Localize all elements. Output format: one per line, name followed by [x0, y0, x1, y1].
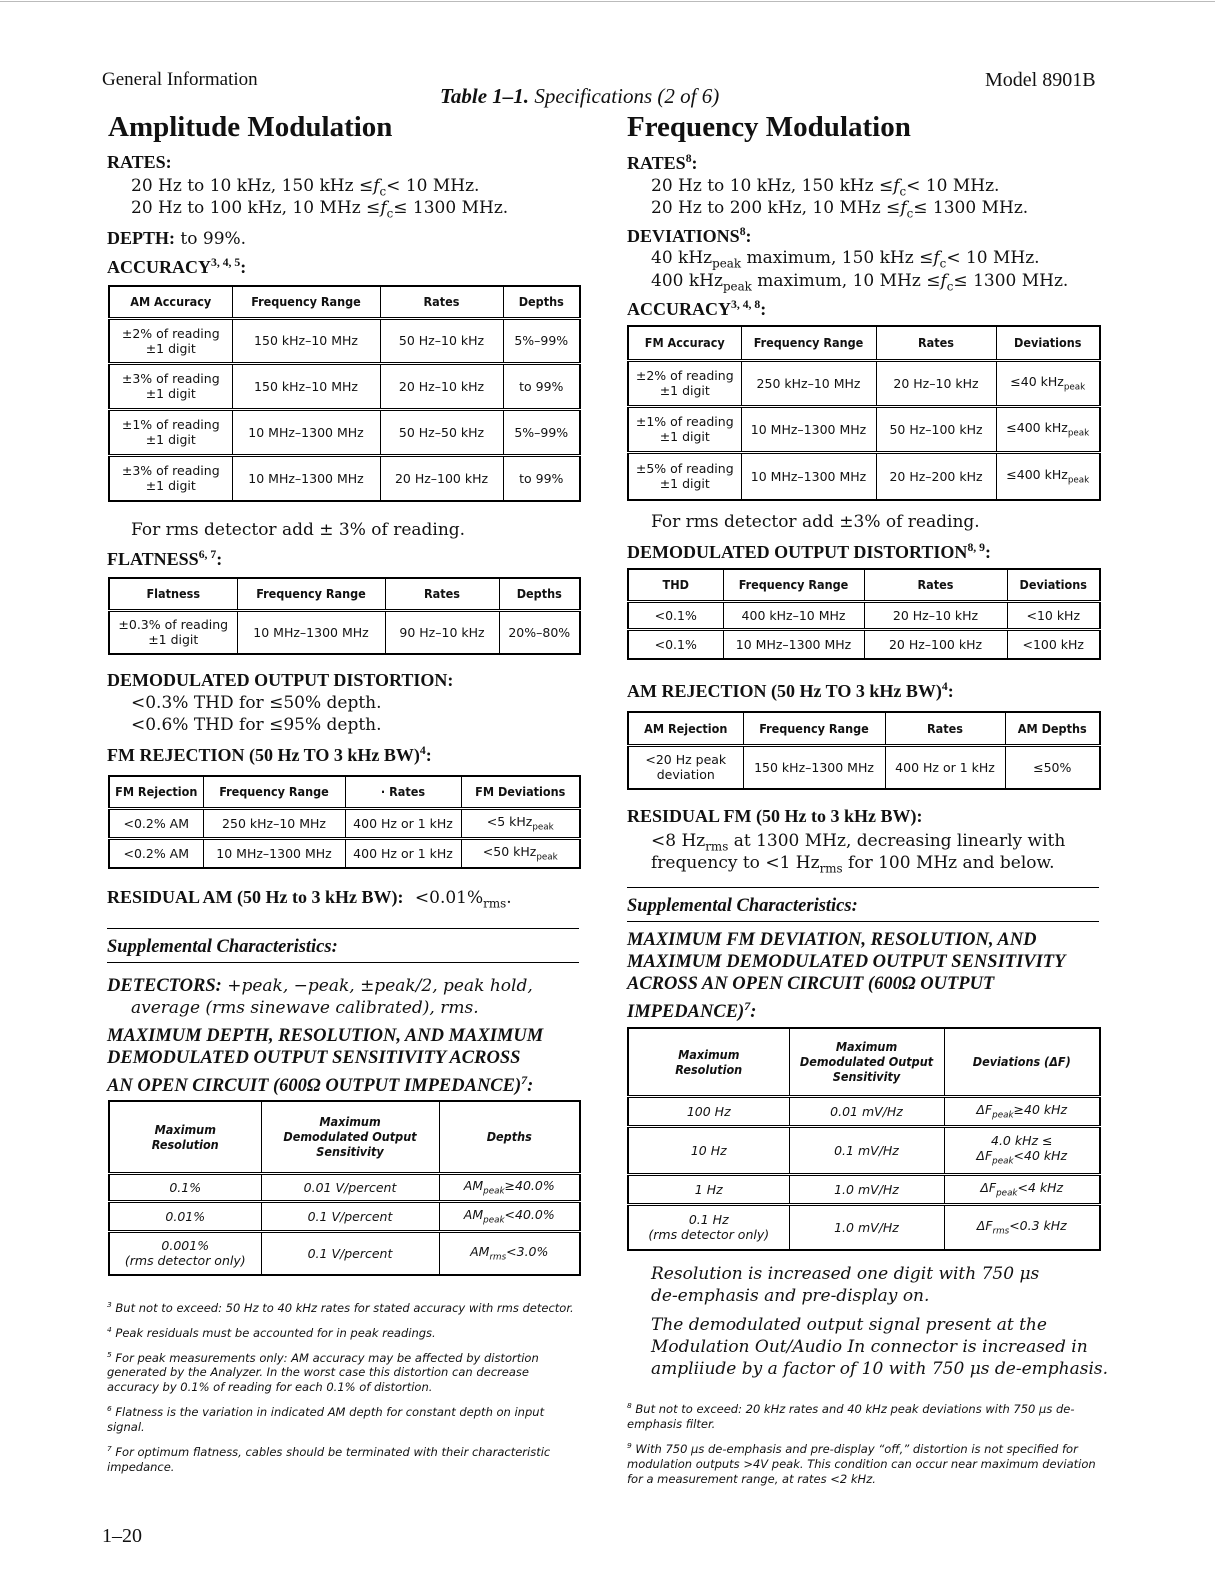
max-depth-line1: MAXIMUM DEPTH, RESOLUTION, AND MAXIMUM: [107, 1026, 544, 1046]
am-title: Amplitude Modulation: [108, 111, 393, 143]
am-acc-h4: Depths: [503, 286, 580, 318]
fm-rejection-ref: 4: [419, 744, 426, 757]
dist-h2: Frequency Range: [723, 569, 864, 601]
supp-label-right: Supplemental Characteristics:: [627, 896, 858, 916]
residual-fm-sub: rms: [705, 839, 729, 854]
max-depth-line3: AN OPEN CIRCUIT (600Ω OUTPUT IMPEDANCE)$^7$:: [107, 1073, 534, 1097]
cell-value: ≤400 kHz: [1006, 419, 1068, 435]
amres-h2c: Sensitivity: [316, 1144, 384, 1160]
cell: 100 Hz: [628, 1096, 789, 1126]
cell: <10 kHz: [1007, 601, 1100, 629]
cell: 250 kHz–10 MHz: [741, 360, 876, 406]
table-row: [109, 1173, 580, 1201]
amrej-h2: Frequency Range: [743, 712, 885, 745]
fm-dev-label: DEVIATIONS: [627, 226, 740, 246]
am-distortion-line2: <0.6% THD for ≤95% depth.: [131, 715, 382, 735]
table-row: [109, 409, 580, 455]
cell-value: <50 kHz: [482, 844, 537, 859]
cell-sub: peak: [992, 1110, 1014, 1121]
cell: 400 kHz–10 MHz: [723, 601, 864, 629]
cell: ±1 digit: [145, 340, 196, 356]
detectors-line1: [107, 975, 533, 997]
cell-df: ΔF: [980, 1179, 997, 1195]
footnote-text: Flatness is the variation in indicated AM depth for constant depth on input signal.: [107, 1405, 545, 1435]
cell: 0.1 V/percent: [261, 1231, 439, 1275]
fm-accuracy-label: ACCURACY: [627, 299, 731, 319]
fmres-h3: Deviations (ΔF): [944, 1028, 1100, 1096]
table-row: [628, 360, 1100, 406]
footnote-num: 8: [627, 1401, 632, 1410]
am-distortion-label: DEMODULATED OUTPUT DISTORTION:: [107, 670, 454, 690]
footnote-num: 3: [107, 1300, 112, 1309]
cell-sub: peak: [483, 1186, 505, 1197]
amres-h1: [109, 1101, 261, 1173]
fmres-h2b: Demodulated Output: [799, 1054, 934, 1070]
cell: 0.01%: [109, 1201, 261, 1231]
fm-accuracy-heading: ACCURACY$^{3, 4, 8}$:: [627, 298, 767, 319]
flatness-heading: FLATNESS$^{6, 7}$:: [107, 548, 223, 569]
max-fm-line4: IMPEDANCE)$^7$:: [627, 999, 757, 1023]
fm-accuracy-refs: 3, 4, 8: [731, 298, 761, 311]
table-row: [628, 452, 1100, 500]
cell: [996, 360, 1100, 406]
fmres-h2: [789, 1028, 944, 1096]
cell: 150 kHz–10 MHz: [232, 363, 380, 409]
cell: 400 Hz or 1 kHz: [345, 808, 461, 838]
cell: <100 kHz: [1007, 629, 1100, 659]
table-row: [109, 1231, 580, 1275]
fm-distortion-heading: DEMODULATED OUTPUT DISTORTION$^{8, 9}$:: [627, 541, 991, 562]
cell: 20 Hz–10 kHz: [876, 360, 996, 406]
footnotes-right: [627, 1398, 1105, 1487]
fm-dev-ref: 8: [739, 225, 746, 238]
cell-line1: 0.001%: [161, 1238, 210, 1254]
max-fm-line3: ACROSS AN OPEN CIRCUIT (600Ω OUTPUT: [627, 974, 995, 994]
table-label: Table 1–1.: [440, 84, 530, 108]
fm-distortion-table: [627, 568, 1101, 660]
fm-rates-line2: 20 Hz to 200 kHz, 10 MHz $\le f_c\le 1300$ MHz.: [651, 198, 1029, 221]
max-fm-line2: MAXIMUM DEMODULATED OUTPUT SENSITIVITY: [627, 952, 1066, 972]
fm-rates-line1: 20 Hz to 10 kHz, 150 kHz $\le f_c< 10$ MHz.: [651, 176, 1000, 199]
table-row: [109, 610, 580, 654]
header-left: General Information: [102, 69, 258, 90]
fm-rms-note: For rms detector add ±3% of reading.: [651, 512, 980, 532]
table-caption: Specifications (2 of 6): [534, 84, 720, 108]
cell: 20 Hz–200 kHz: [876, 452, 996, 500]
cell-sub: peak: [1067, 428, 1090, 439]
cell: 1.0 mV/Hz: [789, 1174, 944, 1204]
cell: 10 MHz–1300 MHz: [203, 838, 345, 868]
cell-value: <40.0%: [504, 1206, 555, 1222]
cell-line2: (rms detector only): [124, 1253, 246, 1269]
table-row: [628, 1204, 1100, 1250]
am-rejection-heading: AM REJECTION (50 Hz TO 3 kHz BW)$^4$:: [627, 680, 954, 701]
fm-distortion-label: DEMODULATED OUTPUT DISTORTION: [627, 542, 968, 562]
cell-sub: peak: [992, 1156, 1014, 1167]
cell-sub: rms: [992, 1226, 1010, 1237]
cell-df: ΔF: [976, 1148, 993, 1164]
fm-note2-line3: ampliiude by a factor of 10 with 750 μs de-emphasis.: [651, 1359, 1109, 1379]
residual-am-label: RESIDUAL AM (50 Hz to 3 kHz BW):: [107, 887, 404, 907]
cell: [944, 1174, 1100, 1204]
cell: 10 MHz–1300 MHz: [237, 610, 385, 654]
am-rejection-label: AM REJECTION (50 Hz TO 3 kHz BW): [627, 681, 942, 701]
cell-am: AM: [470, 1244, 490, 1259]
footnote: [627, 1438, 1105, 1487]
fmrej-h1: FM Rejection: [109, 776, 203, 808]
cell: 0.1 mV/Hz: [789, 1126, 944, 1174]
cell: ±1 digit: [145, 386, 196, 401]
amrej-h1: AM Rejection: [628, 712, 743, 745]
am-acc-h2: Frequency Range: [232, 286, 380, 318]
fmres-h1: [628, 1028, 789, 1096]
detectors-line2: average (rms sinewave calibrated), rms.: [131, 998, 479, 1018]
footnote-text: For peak measurements only: AM accuracy may be affected by distortion generated by the Analyzer. In the worst case this distortion can decrease accuracy by 0.1% of reading for each 0.1% of distortion.: [107, 1350, 539, 1395]
residual-am-sub: rms: [483, 896, 507, 911]
am-acc-h3: Rates: [380, 286, 503, 318]
cell: to 99%: [503, 363, 580, 409]
fmres-h2a: Maximum: [835, 1039, 898, 1055]
cell: ±1 digit: [659, 383, 710, 398]
cell-sub: peak: [1063, 382, 1086, 393]
cell: <0.1%: [628, 601, 723, 629]
fm-rates-label: RATES: [627, 153, 686, 173]
table-row: [109, 808, 580, 838]
fm-rates-ref: 8: [685, 152, 692, 165]
cell: 20 Hz–10 kHz: [864, 601, 1007, 629]
fm-distortion-refs: 8, 9: [967, 541, 985, 554]
cell: 10 MHz–1300 MHz: [232, 409, 380, 455]
fmres-h1b: Resolution: [675, 1061, 743, 1077]
cell-line1: 4.0 kHz ≤: [991, 1133, 1053, 1149]
max-depth-line2: DEMODULATED OUTPUT SENSITIVITY ACROSS: [107, 1048, 521, 1068]
fmrej-h2: Frequency Range: [203, 776, 345, 808]
cell: <0.2% AM: [109, 808, 203, 838]
fmres-h1a: Maximum: [678, 1046, 740, 1062]
am-accuracy-heading: ACCURACY$^{3, 4, 5}$:: [107, 256, 247, 277]
table-row: [628, 406, 1100, 452]
cell: ±0.3% of reading: [118, 617, 229, 633]
header-right: Model 8901B: [985, 69, 1096, 91]
fmrej-h4: FM Deviations: [461, 776, 580, 808]
footnote-text: But not to exceed: 20 kHz rates and 40 kHz peak deviations with 750 μs de-emphasis filter.: [627, 1401, 1075, 1431]
cell: 10 MHz–1300 MHz: [723, 629, 864, 659]
am-rejection-ref: 4: [941, 680, 948, 693]
dist-h4: Deviations: [1007, 569, 1100, 601]
cell: 50 Hz–10 kHz: [380, 318, 503, 363]
cell: 10 Hz: [628, 1126, 789, 1174]
supp-label-left: Supplemental Characteristics:: [107, 937, 338, 957]
cell: 20 Hz–100 kHz: [380, 455, 503, 501]
table-row: [109, 318, 580, 363]
cell-value: ≥40.0%: [504, 1177, 555, 1193]
residual-fm-sub2: rms: [819, 861, 843, 876]
max-fm-ref: 7: [744, 999, 751, 1013]
cell: [628, 1204, 789, 1250]
cell: ±2% of reading: [121, 325, 220, 341]
footnote-num: 4: [107, 1324, 112, 1334]
footnote: [107, 1347, 581, 1396]
am-rejection-table: [627, 711, 1101, 790]
cell: [109, 1231, 261, 1275]
cell: ≤50%: [1005, 745, 1100, 789]
cell: 10 MHz–1300 MHz: [741, 452, 876, 500]
fmacc-h3: Rates: [876, 326, 996, 360]
cell: [944, 1096, 1100, 1126]
amrej-h3: Rates: [885, 712, 1005, 745]
supp-rule-right: [627, 887, 1099, 888]
fm-resolution-table: [627, 1027, 1101, 1251]
cell-value: <0.3 kHz: [1009, 1218, 1067, 1233]
table-row: [109, 363, 580, 409]
fm-note2-line2: Modulation Out/Audio In connector is increased in: [651, 1337, 1088, 1357]
supp-rule-right-2: [627, 921, 1099, 922]
flat-h1: Flatness: [109, 578, 237, 610]
amres-h2: [261, 1101, 439, 1173]
residual-fm-c: frequency to <1 Hz: [651, 853, 820, 873]
residual-fm-d: for 100 MHz and below.: [842, 853, 1055, 873]
cell: <0.1%: [628, 629, 723, 659]
flat-h2: Frequency Range: [237, 578, 385, 610]
cell-am: AM: [463, 1206, 484, 1222]
cell: ±1 digit: [659, 429, 710, 444]
am-accuracy-label: ACCURACY: [107, 257, 211, 277]
am-depth: [107, 227, 246, 250]
cell: deviation: [656, 767, 715, 783]
footnote-num: 5: [107, 1349, 112, 1359]
am-rates-label: RATES:: [107, 152, 172, 172]
cell: <0.2% AM: [109, 838, 203, 868]
max-fm-line4-text: IMPEDANCE): [627, 1002, 745, 1023]
cell-sub: peak: [532, 822, 554, 833]
cell: ±5% of reading: [635, 461, 734, 477]
cell-sub: peak: [536, 852, 558, 863]
cell: 20%–80%: [499, 610, 580, 654]
amres-h1a: Maximum: [154, 1121, 216, 1137]
amres-h2b: Demodulated Output: [283, 1129, 417, 1145]
cell-value: ≤400 kHz: [1006, 467, 1068, 482]
cell-line2: (rms detector only): [648, 1227, 770, 1243]
footnote: [107, 1322, 581, 1341]
table-row: [109, 1201, 580, 1231]
cell: to 99%: [503, 455, 580, 501]
cell: 5%–99%: [503, 409, 580, 455]
fmres-h2c: Sensitivity: [832, 1069, 901, 1085]
footnote-num: 6: [107, 1404, 112, 1414]
cell-value: <4 kHz: [1017, 1179, 1064, 1195]
cell: ±1 digit: [145, 478, 196, 494]
table-row: [628, 745, 1100, 789]
cell: 150 kHz–10 MHz: [232, 318, 380, 363]
cell-line1: 0.1 Hz: [688, 1212, 729, 1228]
footnote-text: Peak residuals must be accounted for in peak readings.: [115, 1325, 436, 1340]
table-row: [628, 629, 1100, 659]
residual-fm-line2: [651, 852, 1054, 879]
supp-rule-left: [107, 928, 579, 929]
cell-df: ΔF: [976, 1218, 993, 1233]
amrej-h4: AM Depths: [1005, 712, 1100, 745]
fm-rejection-label: FM REJECTION (50 Hz TO 3 kHz BW): [107, 745, 420, 765]
cell: [944, 1126, 1100, 1174]
residual-am: RESIDUAL AM (50 Hz to 3 kHz BW): $<0.01\%_{rms}$.: [107, 887, 512, 911]
fm-accuracy-table: [627, 325, 1101, 501]
cell-value: ≤40 kHz: [1010, 373, 1064, 389]
fm-title: Frequency Modulation: [627, 111, 911, 143]
cell: <20 Hz peak: [645, 752, 727, 768]
fm-rejection-heading: FM REJECTION (50 Hz TO 3 kHz BW)$^4$:: [107, 744, 432, 765]
cell: 10 MHz–1300 MHz: [741, 406, 876, 452]
table-row: [109, 455, 580, 501]
cell: ±1 digit: [659, 476, 710, 492]
table-row: [109, 838, 580, 868]
top-rule: [0, 1, 1215, 2]
max-depth-ref: 7: [521, 1073, 528, 1087]
am-depth-value: to 99%.: [180, 229, 247, 249]
footnote-num: 7: [107, 1444, 112, 1454]
cell: [439, 1201, 580, 1231]
footnote: [107, 1441, 581, 1475]
cell-df: ΔF: [976, 1101, 993, 1117]
cell: 400 Hz or 1 kHz: [345, 838, 461, 868]
cell: ±3% of reading: [121, 463, 220, 479]
cell: ±1 digit: [145, 432, 196, 447]
fm-note1-line2: de-emphasis and pre-display on.: [651, 1286, 930, 1306]
cell: [996, 452, 1100, 500]
cell: [996, 406, 1100, 452]
fm-rates-heading: RATES$^8$:: [627, 152, 698, 173]
cell: 10 MHz–1300 MHz: [232, 455, 380, 501]
cell: ±1% of reading: [635, 414, 734, 429]
residual-fm-a: <8 Hz: [651, 831, 706, 851]
cell: [439, 1231, 580, 1275]
cell: 400 Hz or 1 kHz: [885, 745, 1005, 789]
am-rms-note: For rms detector add ± 3% of reading.: [131, 520, 466, 540]
detectors-label: DETECTORS:: [107, 976, 222, 996]
dist-h3: Rates: [864, 569, 1007, 601]
footnote: [107, 1401, 581, 1435]
am-acc-h1: AM Accuracy: [109, 286, 232, 318]
fm-deviations-heading: DEVIATIONS$^8$:: [627, 225, 752, 246]
fmacc-h1: FM Accuracy: [628, 326, 741, 360]
amres-h3: Depths: [439, 1101, 580, 1173]
cell: 50 Hz–50 kHz: [380, 409, 503, 455]
cell: 250 kHz–10 MHz: [203, 808, 345, 838]
flatness-refs: 6, 7: [198, 548, 217, 561]
cell: [461, 838, 580, 868]
footnote-text: With 750 μs de-emphasis and pre-display “off,” distortion is not specified for modulation outputs >4V peak. This condition can occur near maximum deviation for a measurement range, at rates <2 kHz.: [627, 1441, 1096, 1486]
table-row: [628, 1096, 1100, 1126]
footnote-text: But not to exceed: 50 Hz to 40 kHz rates for stated accuracy with rms detector.: [115, 1300, 574, 1315]
cell: 1.0 mV/Hz: [789, 1204, 944, 1250]
fm-note1-line1: Resolution is increased one digit with 750 μs: [651, 1264, 1040, 1284]
footnote: [107, 1297, 581, 1316]
max-fm-line1: MAXIMUM FM DEVIATION, RESOLUTION, AND: [627, 930, 1037, 950]
cell: 5%–99%: [503, 318, 580, 363]
flat-h4: Depths: [499, 578, 580, 610]
footnote-text: For optimum flatness, cables should be terminated with their characteristic impedance.: [107, 1445, 551, 1475]
header-center: [440, 84, 719, 109]
cell-sub: peak: [996, 1188, 1018, 1199]
cell: 1 Hz: [628, 1174, 789, 1204]
residual-fm-b: at 1300 MHz, decreasing linearly with: [728, 831, 1066, 851]
page-number: 1–20: [102, 1525, 142, 1547]
cell-sub: peak: [1067, 475, 1090, 486]
am-rates-line2: 20 Hz to 100 kHz, 10 MHz $\le f_c\le 1300$ MHz.: [131, 198, 509, 221]
cell: 20 Hz–100 kHz: [864, 629, 1007, 659]
am-distortion-line1: <0.3% THD for ≤50% depth.: [131, 693, 382, 713]
footnote-num: 9: [627, 1440, 632, 1450]
amres-h2a: Maximum: [319, 1114, 381, 1130]
detectors-value: +peak, −peak, ±peak/2, peak hold,: [227, 976, 533, 996]
cell: 0.01 mV/Hz: [789, 1096, 944, 1126]
cell-sub: peak: [483, 1215, 505, 1226]
cell-value: ≥40 kHz: [1013, 1101, 1068, 1117]
fmrej-h3: · Rates: [345, 776, 461, 808]
fmacc-h4: Deviations: [996, 326, 1100, 360]
cell-value: <40 kHz: [1013, 1148, 1068, 1164]
cell: 0.01 V/percent: [261, 1173, 439, 1201]
cell-sub: rms: [489, 1252, 507, 1263]
cell-value: <3.0%: [506, 1244, 549, 1259]
am-accuracy-refs: 3, 4, 5: [211, 256, 241, 269]
cell: 0.1 V/percent: [261, 1201, 439, 1231]
cell: [944, 1204, 1100, 1250]
flatness-table: [108, 577, 581, 655]
fm-note2-line1: The demodulated output signal present at the: [651, 1315, 1047, 1335]
am-rates-line1: 20 Hz to 10 kHz, 150 kHz $\le f_c< 10$ MHz.: [131, 176, 480, 199]
footnote: [627, 1398, 1105, 1432]
footnotes-left: [107, 1297, 581, 1475]
dist-h1: THD: [628, 569, 723, 601]
flat-h3: Rates: [385, 578, 499, 610]
fm-dev-line2: 400 kHz$_{peak}$ maximum, 10 MHz $\le f_c\le 1300$ MHz.: [651, 271, 1069, 294]
cell: ±3% of reading: [121, 371, 220, 386]
flatness-label: FLATNESS: [107, 549, 199, 569]
cell: ±1 digit: [148, 632, 199, 648]
cell: ±1% of reading: [121, 417, 220, 432]
cell: 90 Hz–10 kHz: [385, 610, 499, 654]
am-accuracy-table: [108, 285, 581, 502]
amres-h1b: Resolution: [151, 1136, 219, 1152]
residual-fm-label: RESIDUAL FM (50 Hz to 3 kHz BW):: [627, 806, 923, 826]
supp-rule-left-2: [107, 962, 579, 963]
residual-am-value: <0.01%: [414, 888, 484, 908]
max-depth-line3-text: AN OPEN CIRCUIT (600Ω OUTPUT IMPEDANCE): [107, 1076, 522, 1097]
cell: 50 Hz–100 kHz: [876, 406, 996, 452]
cell-value: <5 kHz: [486, 813, 533, 829]
cell: 150 kHz–1300 MHz: [743, 745, 885, 789]
cell: 0.1%: [109, 1173, 261, 1201]
fmacc-h2: Frequency Range: [741, 326, 876, 360]
fm-rejection-table: [108, 775, 581, 869]
cell: [461, 808, 580, 838]
cell: 20 Hz–10 kHz: [380, 363, 503, 409]
cell: [439, 1173, 580, 1201]
table-row: [628, 1174, 1100, 1204]
am-resolution-table: [108, 1100, 581, 1276]
am-depth-label: DEPTH:: [107, 228, 176, 248]
cell-am: AM: [463, 1177, 484, 1193]
cell: ±2% of reading: [635, 368, 734, 383]
table-row: [628, 601, 1100, 629]
fm-dev-line1: 40 kHz$_{peak}$ maximum, 150 kHz $\le f_c< 10$ MHz.: [651, 248, 1040, 271]
table-row: [628, 1126, 1100, 1174]
